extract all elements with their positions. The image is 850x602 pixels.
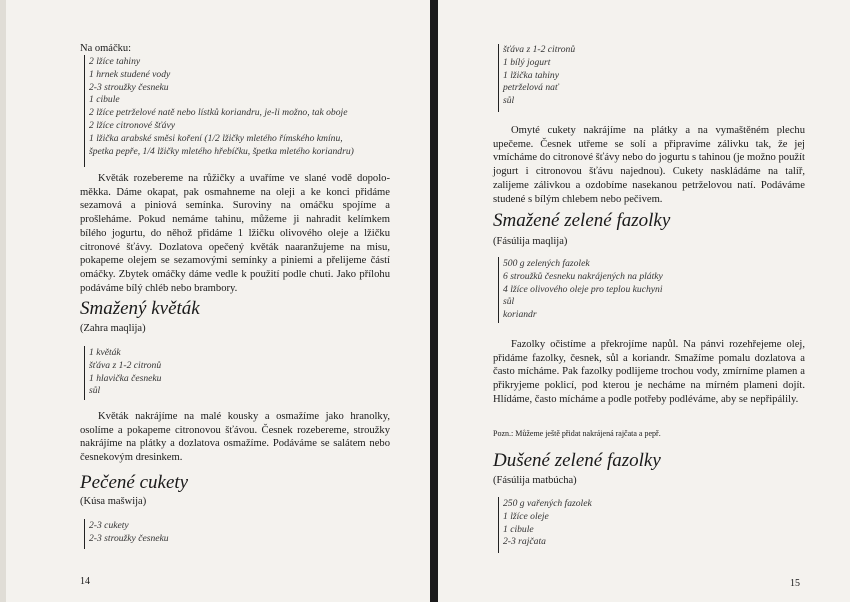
ingredient-line: 1 hrnek studené vody <box>89 68 171 80</box>
ingredient-line: 6 stroužků česneku nakrájených na plátky <box>503 270 663 282</box>
right-page <box>438 0 850 602</box>
ingredient-bar <box>498 257 499 323</box>
ingredient-line: 1 lžíce oleje <box>503 510 549 522</box>
page-number: 14 <box>80 576 90 587</box>
paragraph-text: Květák nakrájíme na malé kousky a osmažíme jako hranolky, osolíme a pokapeme citronovou šťávou. Česnek rozebereme, stroužky nakrájíme na plátky a dozlatova osmažíme. Podáváme se salátem nebo česnekovým dresinkem. <box>80 411 390 464</box>
ingredient-line: 1 květák <box>89 347 121 358</box>
recipe-ingredients <box>89 520 169 546</box>
ingredient-line: 250 g vařených fazolek <box>503 498 592 509</box>
ingredient-line: sůl <box>503 95 515 107</box>
scan-edge-left <box>0 0 6 602</box>
ingredient-line: 1 cibule <box>89 94 120 106</box>
ingredient-line: 2 lžíce tahiny <box>89 56 141 67</box>
ingredient-line: sůl <box>89 385 101 397</box>
ingredient-bar <box>498 497 499 553</box>
ingredient-line: 1 bílý jogurt <box>503 56 551 68</box>
recipe-title: Smažený květák <box>80 298 200 319</box>
ingredient-line: 2 lžíce petrželové natě nebo lístků koriandru, je-li možno, tak oboje <box>89 107 348 119</box>
ingredient-line: sůl <box>503 296 515 308</box>
ingredient-line: 1 hlavička česneku <box>89 372 162 384</box>
ingredient-line: 500 g zelených fazolek <box>503 258 590 269</box>
recipe-ingredients <box>503 498 592 549</box>
ingredient-line: 2-3 rajčata <box>503 536 546 548</box>
ingredient-line: 4 lžíce olivového oleje pro teplou kuchyni <box>503 283 663 295</box>
ingredient-line: 1 lžička tahiny <box>503 69 559 81</box>
ingredient-line: 2-3 stroužky česneku <box>89 532 169 544</box>
page-number: 15 <box>790 578 800 589</box>
ingredient-line: 2-3 stroužky česneku <box>89 81 169 93</box>
ingredient-line: 1 cibule <box>503 523 534 535</box>
recipe-ingredients <box>89 347 161 398</box>
ingredient-bar <box>84 55 85 167</box>
ingredient-line: šťáva z 1-2 citronů <box>503 44 576 55</box>
ingredient-line: špetka pepře, 1/4 lžičky mletého hřebíčku, špetka mletého koriandru) <box>89 145 354 157</box>
paragraph-text: Omyté cukety nakrájíme na plátky a na vymaštěném plechu upečeme. Česnek utřeme se solí a připravíme zálivku tak, že jej vmícháme do citronové šťávy nebo do jogurtu s tahinou (je možno použít jogurt i citronovou šťávu najednou). Cukety naskládáme na talíř, zalijeme zálivkou a ozdobíme nasekanou petrželovou natí. Podáváme studené s bílým chlebem nebo pečivem. <box>493 125 805 205</box>
recipe-subtitle: (Fásúlija maqlija) <box>493 236 568 247</box>
sauce-ingredients <box>89 56 354 158</box>
recipe-title: Smažené zelené fazolky <box>493 210 671 231</box>
top-ingredients <box>503 44 575 108</box>
recipe-paragraph <box>493 338 805 407</box>
ingredient-line: petrželová nať <box>503 82 559 94</box>
recipe-paragraph <box>80 410 390 465</box>
recipe-subtitle: (Fásúlija matbúcha) <box>493 475 577 486</box>
recipe-subtitle: (Zahra maqlija) <box>80 323 146 334</box>
ingredient-line: šťáva z 1-2 citronů <box>89 359 162 371</box>
paragraph-text: Fazolky očistíme a překrojíme napůl. Na pánvi rozehřejeme olej, přidáme fazolky, česnek, sůl a koriandr. Smažíme pomalu dozlatova a často mícháme. Pak fazolky podlijeme trochou vody, zmírníme plamen a přikryjeme poklicí, pod kterou je necháme na mírném plameni dojít. Hlídáme, často mícháme a podle potřeby podléváme, aby se nepřipálily. <box>493 339 805 405</box>
ingredient-bar <box>498 44 499 112</box>
ingredient-bar <box>84 346 85 400</box>
ingredient-line: 1 lžička arabské směsi koření (1/2 lžičky mletého římského kmínu, <box>89 132 343 144</box>
sauce-paragraph <box>80 172 390 295</box>
ingredient-line: koriandr <box>503 309 537 321</box>
ingredient-line: 2-3 cukety <box>89 520 129 531</box>
recipe-note: Pozn.: Můžeme ještě přidat nakrájená rajčata a pepř. <box>493 429 661 438</box>
recipe-title: Pečené cukety <box>80 472 189 493</box>
paragraph-text: Květák rozebereme na růžičky a uvaříme ve slané vodě dopolo-měkka. Dáme okapat, pak osmahneme na oleji a ke konci přidáme sezamová a piniová semínka. Suroviny na omáčku spojíme a prošleháme. Pokud nemáme tahinu, můžeme ji nahradit kelímkem bílého jogurtu, do něhož přidáme 1 lžičku olivového oleje a lžičku citronové šťávy. Dozlatova opečený květák naaranžujeme na misu, pokapeme olejem se sezamovými semínky a piniemi a přelijeme částí omáčky. Zbytek omáčky dáme vedle k použití podle chuti. Jako přílohu podáváme bílý chléb nebo brambory. <box>80 173 390 294</box>
book-gutter <box>430 0 438 602</box>
ingredient-line: 2 lžíce citronové šťávy <box>89 119 175 131</box>
sauce-label: Na omáčku: <box>80 43 132 54</box>
ingredient-bar <box>84 519 85 549</box>
recipe-subtitle: (Kúsa mašwija) <box>80 496 147 507</box>
top-paragraph <box>493 124 805 206</box>
recipe-title: Dušené zelené fazolky <box>493 450 661 471</box>
recipe-ingredients <box>503 258 663 322</box>
